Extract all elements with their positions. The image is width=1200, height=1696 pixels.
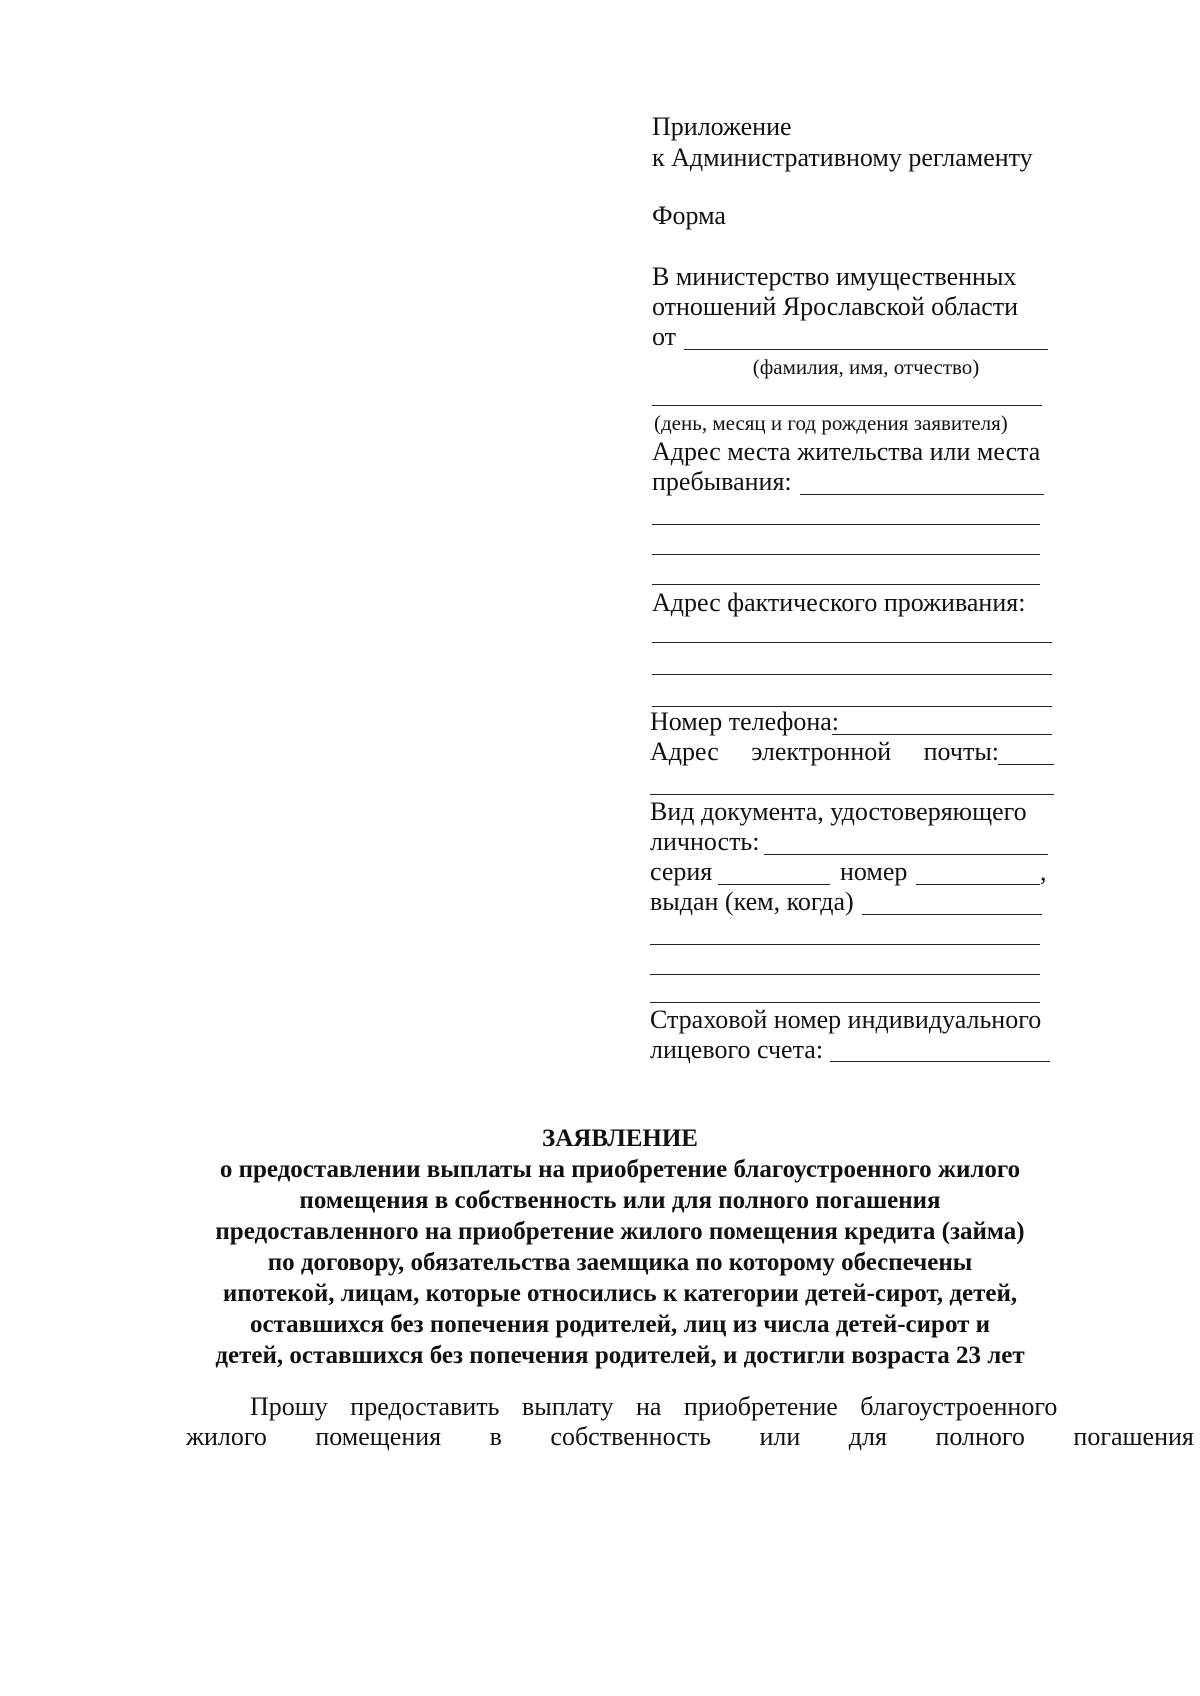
residence-label-line2: пребывания: — [652, 467, 792, 496]
statement-subtitle-line-1: о предоставлении выплаты на приобретение благоустроенного жилого — [219, 1156, 1021, 1183]
addressee-line-2: отношений Ярославской области — [652, 292, 1019, 321]
statement-title: ЗАЯВЛЕНИЕ — [542, 1125, 698, 1152]
statement-subtitle-line-6: оставшихся без попечения родителей, лиц из числа детей-сирот и — [249, 1311, 991, 1338]
series-field[interactable] — [718, 884, 830, 885]
form-label: Форма — [652, 201, 726, 230]
residence-field-1[interactable] — [800, 494, 1044, 495]
actual-address-field-1[interactable] — [652, 642, 1052, 643]
snils-field[interactable] — [830, 1061, 1050, 1062]
snils-label-line1: Страховой номер индивидуального — [650, 1005, 1042, 1034]
residence-label-line1 — [652, 437, 1058, 467]
residence-field-3[interactable] — [652, 554, 1040, 555]
birth-hint: (день, месяц и год рождения заявителя) — [654, 411, 1008, 435]
phone-field[interactable] — [832, 734, 1052, 735]
addressee-line-1: В министерство имущественных — [652, 262, 1017, 291]
number-comma: , — [1040, 857, 1047, 886]
id-doc-label-line1: Вид документа, удостоверяющего — [650, 797, 1027, 826]
issued-field-2[interactable] — [650, 944, 1040, 945]
name-hint: (фамилия, имя, отчество) — [752, 355, 980, 379]
issued-field-3[interactable] — [650, 974, 1040, 975]
appendix-label: Приложение — [652, 112, 792, 141]
residence-label-text: Адрес места жительства или места — [652, 437, 1041, 466]
issued-field-4[interactable] — [650, 1002, 1040, 1003]
issued-field-1[interactable] — [862, 914, 1042, 915]
residence-field-2[interactable] — [652, 524, 1040, 525]
applicant-name-field[interactable] — [684, 349, 1048, 350]
id-doc-field[interactable] — [764, 854, 1048, 855]
from-prefix: от — [652, 322, 677, 351]
email-field-2[interactable] — [650, 794, 1054, 795]
actual-address-field-2[interactable] — [652, 674, 1052, 675]
statement-subtitle-line-5: ипотекой, лицам, которые относились к категории детей-сирот, детей, — [222, 1280, 1018, 1307]
statement-subtitle-line-3: предоставленного на приобретение жилого помещения кредита (займа) — [215, 1218, 1025, 1245]
id-doc-label-line2: личность: — [650, 827, 760, 856]
email-field-1[interactable] — [998, 764, 1054, 765]
regulation-label: к Административному регламенту — [652, 143, 1033, 172]
body-line-2: жилого помещения в собственность или для полного погашения — [186, 1422, 1194, 1451]
series-label: серия — [650, 857, 713, 886]
statement-subtitle-line-4: по договору, обязательства заемщика по которому обеспечены — [267, 1249, 973, 1276]
issued-label: выдан (кем, когда) — [650, 887, 854, 916]
phone-label: Номер телефона: — [650, 707, 840, 736]
snils-label-line2: лицевого счета: — [650, 1035, 824, 1064]
residence-field-4[interactable] — [652, 584, 1040, 585]
actual-address-label: Адрес фактического проживания: — [652, 588, 1026, 617]
number-label: номер — [840, 857, 908, 886]
email-label: Адрес электронной почты: — [650, 737, 1000, 766]
statement-subtitle-line-2: помещения в собственность или для полного погашения — [299, 1187, 941, 1214]
number-field[interactable] — [916, 884, 1040, 885]
statement-subtitle-line-7: детей, оставшихся без попечения родителей, и достигли возраста 23 лет — [215, 1342, 1025, 1369]
birth-date-field[interactable] — [652, 405, 1042, 406]
body-line-1: Прошу предоставить выплату на приобретение благоустроенного — [250, 1392, 1058, 1421]
